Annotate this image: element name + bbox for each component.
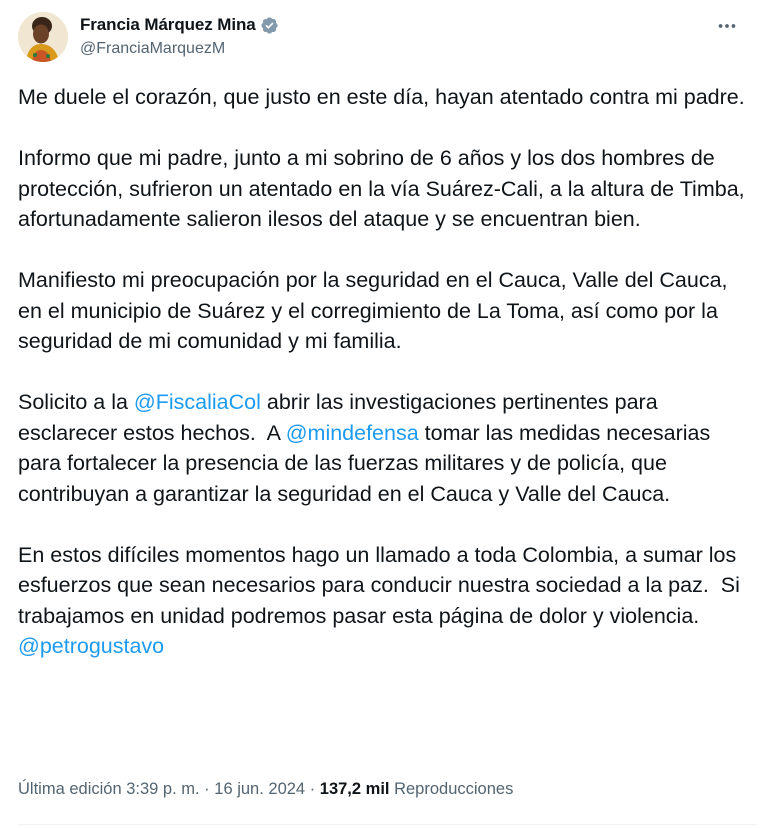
tweet-text-segment: abrir las investigaciones pertinentes para esclarecer estos hechos. A bbox=[18, 390, 664, 445]
author-handle[interactable]: @FranciaMarquezM bbox=[80, 40, 226, 57]
tweet-paragraph-5 bbox=[18, 540, 748, 662]
tweet-text-segment: Solicito a la bbox=[18, 390, 134, 414]
tweet-paragraph-1: Me duele el corazón, que justo en este día, hayan atentado contra mi padre. bbox=[18, 85, 745, 109]
tweet-paragraph-3: Manifiesto mi preocupación por la seguridad en el Cauca, Valle del Cauca, en el municipio de Suárez y el corregimiento de La Toma, así como por la seguridad de mi comunidad y mi familia. bbox=[18, 268, 728, 353]
verified-badge-icon[interactable] bbox=[260, 16, 279, 35]
more-options-button[interactable] bbox=[712, 14, 742, 38]
meta-separator: · bbox=[199, 780, 215, 798]
ellipsis-icon bbox=[716, 15, 738, 37]
mention-petrogustavo-link[interactable]: @petrogustavo bbox=[18, 634, 165, 658]
views-count: 137,2 mil bbox=[319, 780, 390, 798]
tweet-date-link[interactable]: 16 jun. 2024 bbox=[214, 780, 306, 798]
tweet-metadata bbox=[18, 780, 513, 799]
author-info bbox=[80, 14, 279, 58]
profile-photo bbox=[18, 12, 68, 62]
edited-timestamp-link[interactable]: Última edición 3:39 p. m. bbox=[18, 780, 200, 798]
divider bbox=[18, 824, 756, 825]
tweet-paragraph-4 bbox=[18, 387, 748, 509]
mention-fiscaliacol-link[interactable]: @FiscaliaCol bbox=[133, 390, 261, 414]
tweet-text bbox=[18, 82, 748, 662]
tweet-text-segment: En estos difíciles momentos hago un llamado a toda Colombia, a sumar los esfuerzos que sean necesarios para conducir nuestra sociedad a la paz. Si trabajamos en unidad podremos pasar esta página de dolor y violencia. bbox=[18, 542, 746, 628]
display-name[interactable]: Francia Márquez Mina bbox=[80, 15, 256, 34]
tweet-header bbox=[18, 10, 758, 66]
meta-separator: · bbox=[305, 780, 320, 798]
mention-mindefensa-link[interactable]: @mindefensa bbox=[285, 420, 419, 445]
views-label: Reproducciones bbox=[394, 780, 514, 798]
avatar[interactable] bbox=[18, 12, 68, 62]
tweet-text-segment: tomar las medidas necesarias para fortalecer la presencia de las fuerzas militares y de policía, que contribuyan a garantizar la seguridad en el Cauca y Valle del Cauca. bbox=[18, 420, 711, 506]
tweet-paragraph-2: Informo que mi padre, junto a mi sobrino de 6 años y los dos hombres de protección, sufrieron un atentado en la vía Suárez-Cali, a la altura de Timba, afortunadamente salieron ilesos del ataque y se encuentran bien. bbox=[18, 146, 745, 231]
display-name-row bbox=[80, 14, 279, 36]
